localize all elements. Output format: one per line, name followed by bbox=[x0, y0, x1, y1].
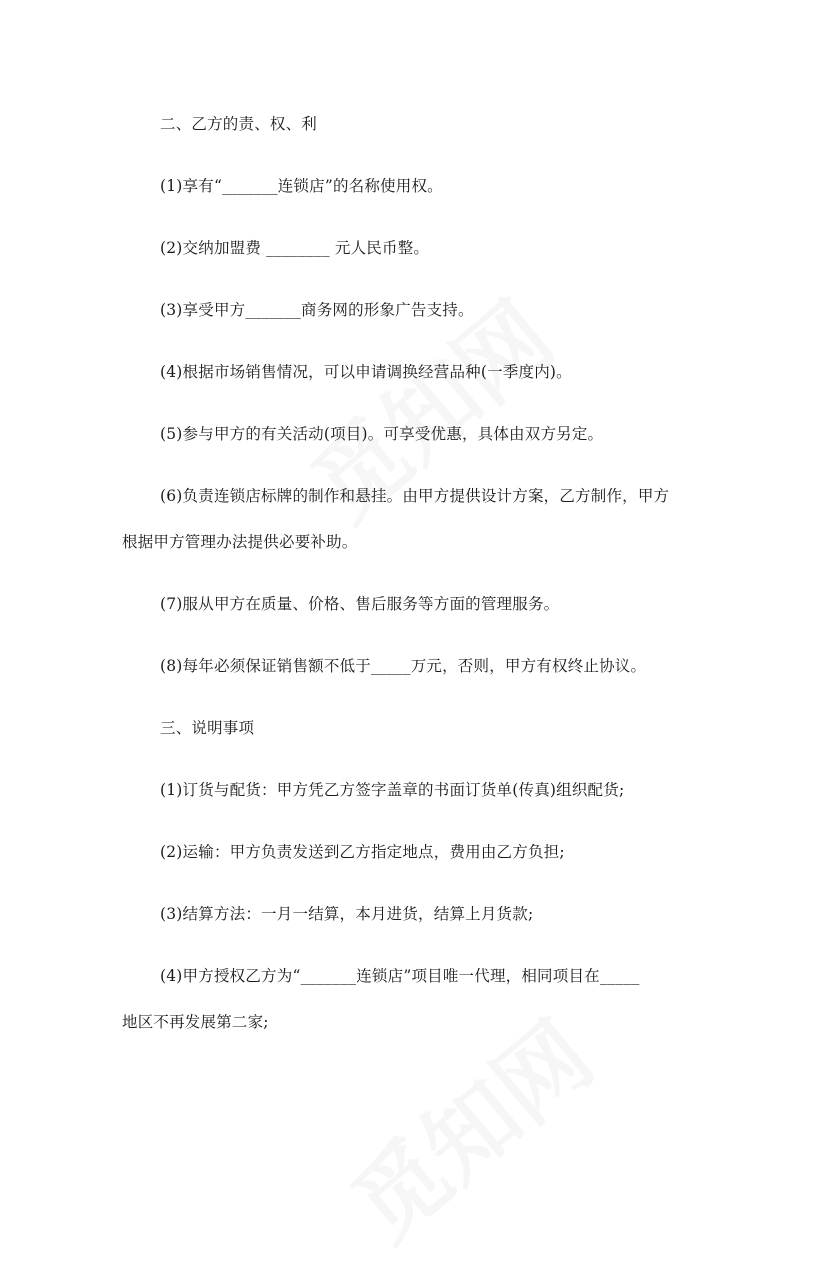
list-item: (3)享受甲方_______商务网的形象广告支持。 bbox=[160, 301, 474, 319]
section-heading: 二、乙方的责、权、利 bbox=[160, 115, 318, 133]
list-item: (3)结算方法：一月一结算，本月进货，结算上月货款; bbox=[160, 905, 534, 923]
list-item: (2)运输：甲方负责发送到乙方指定地点，费用由乙方负担; bbox=[160, 843, 565, 861]
list-item: (1)享有“_______连锁店”的名称使用权。 bbox=[160, 177, 443, 195]
list-item-continuation: 地区不再发展第二家; bbox=[122, 1013, 269, 1031]
list-item-continuation: 根据甲方管理办法提供必要补助。 bbox=[122, 533, 358, 551]
list-item: (7)服从甲方在质量、价格、售后服务等方面的管理服务。 bbox=[160, 595, 560, 613]
list-item: (1)订货与配货：甲方凭乙方签字盖章的书面订货单(传真)组织配货; bbox=[160, 781, 625, 799]
watermark bbox=[320, 987, 616, 1265]
list-item: (4)根据市场销售情况，可以申请调换经营品种(一季度内)。 bbox=[160, 363, 572, 381]
list-item: (2)交纳加盟费 ________ 元人民币整。 bbox=[160, 239, 430, 257]
section-heading: 三、说明事项 bbox=[160, 719, 255, 737]
list-item: (6)负责连锁店标牌的制作和悬挂。由甲方提供设计方案，乙方制作，甲方 bbox=[160, 487, 670, 505]
list-item: (8)每年必须保证销售额不低于_____万元，否则，甲方有权终止协议。 bbox=[160, 657, 647, 675]
list-item: (5)参与甲方的有关活动(项目)。可享受优惠，具体由双方另定。 bbox=[160, 425, 604, 443]
list-item: (4)甲方授权乙方为“_______连锁店”项目唯一代理，相同项目在_____ bbox=[160, 967, 640, 985]
